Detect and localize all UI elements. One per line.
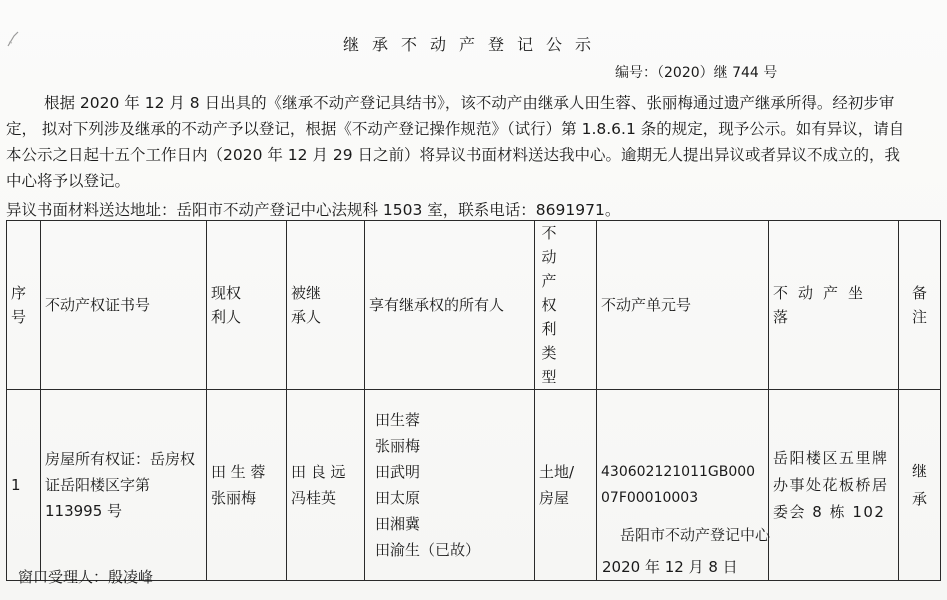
cell-decedents xyxy=(287,390,365,581)
window-clerk: 窗口受理人：殷凌峰 xyxy=(18,568,154,586)
table-row xyxy=(7,390,941,581)
notice-title: 继承不动产登记公示 xyxy=(342,35,604,54)
header-heirs: 享有继承权的所有人 xyxy=(365,221,535,390)
heir-3: 田武明 xyxy=(375,463,421,481)
cell-location: 岳阳楼区五里牌办事处花板桥居委会 8 栋 102 xyxy=(769,390,899,581)
header-unit: 不动产单元号 xyxy=(597,221,769,390)
holder-2: 张丽梅 xyxy=(211,489,257,507)
cell-heirs xyxy=(365,390,535,581)
heir-1: 田生蓉 xyxy=(375,411,421,429)
cell-remark: 继承 xyxy=(899,390,941,581)
header-seq: 序号 xyxy=(7,221,41,390)
objection-address: 异议书面材料送达地址：岳阳市不动产登记中心法规科 1503 室，联系电话：8691971。 xyxy=(6,201,621,219)
notice-paragraph: 根据 2020 年 12 月 8 日出具的《继承不动产登记具结书》，该不动产由继承人田生蓉、张丽梅通过遗产继承所得。经初步审定， 拟对下列涉及继承的不动产予以登记，根据《不动产登记操作规范》（试行）第 1.8.6.1 条的规定，现予公示。如有异议，请自本公示之日起十五个工作日内（2020 年 12 月 29 日之前）将异议书面材料送达我中心。逾期无人提出异议或者异议不成立的，我中心将予以登记。 xyxy=(6,94,905,190)
registration-table xyxy=(6,220,941,581)
issue-date: 2020 年 12 月 8 日 xyxy=(602,558,738,576)
heir-2: 张丽梅 xyxy=(375,437,421,455)
cell-cert: 房屋所有权证：岳房权证岳阳楼区字第 113995 号 xyxy=(41,390,207,581)
holder-1: 田 生 蓉 xyxy=(211,463,266,481)
heir-5: 田湘冀 xyxy=(375,515,421,533)
table-header-row xyxy=(7,221,941,390)
header-holder: 现权利人 xyxy=(207,221,287,390)
cell-unit: 430602121011GB00007F00010003 xyxy=(597,390,769,581)
header-remark: 备注 xyxy=(899,221,941,390)
cell-holders xyxy=(207,390,287,581)
cell-right-type: 土地/房屋 xyxy=(535,390,597,581)
cell-seq: 1 xyxy=(7,390,41,581)
document-number: 编号：（2020）继 744 号 xyxy=(615,65,778,81)
heir-4: 田太原 xyxy=(375,489,421,507)
header-decedent: 被继承人 xyxy=(287,221,365,390)
header-location: 不动产坐落 xyxy=(769,221,899,390)
heir-6: 田渝生（已故） xyxy=(375,541,481,559)
decedent-1: 田 良 远 xyxy=(291,463,346,481)
issuing-organization: 岳阳市不动产登记中心 xyxy=(620,526,771,544)
decedent-2: 冯桂英 xyxy=(291,489,337,507)
header-cert: 不动产权证书号 xyxy=(41,221,207,390)
header-right-type: 不动产权利类型 xyxy=(535,221,597,390)
